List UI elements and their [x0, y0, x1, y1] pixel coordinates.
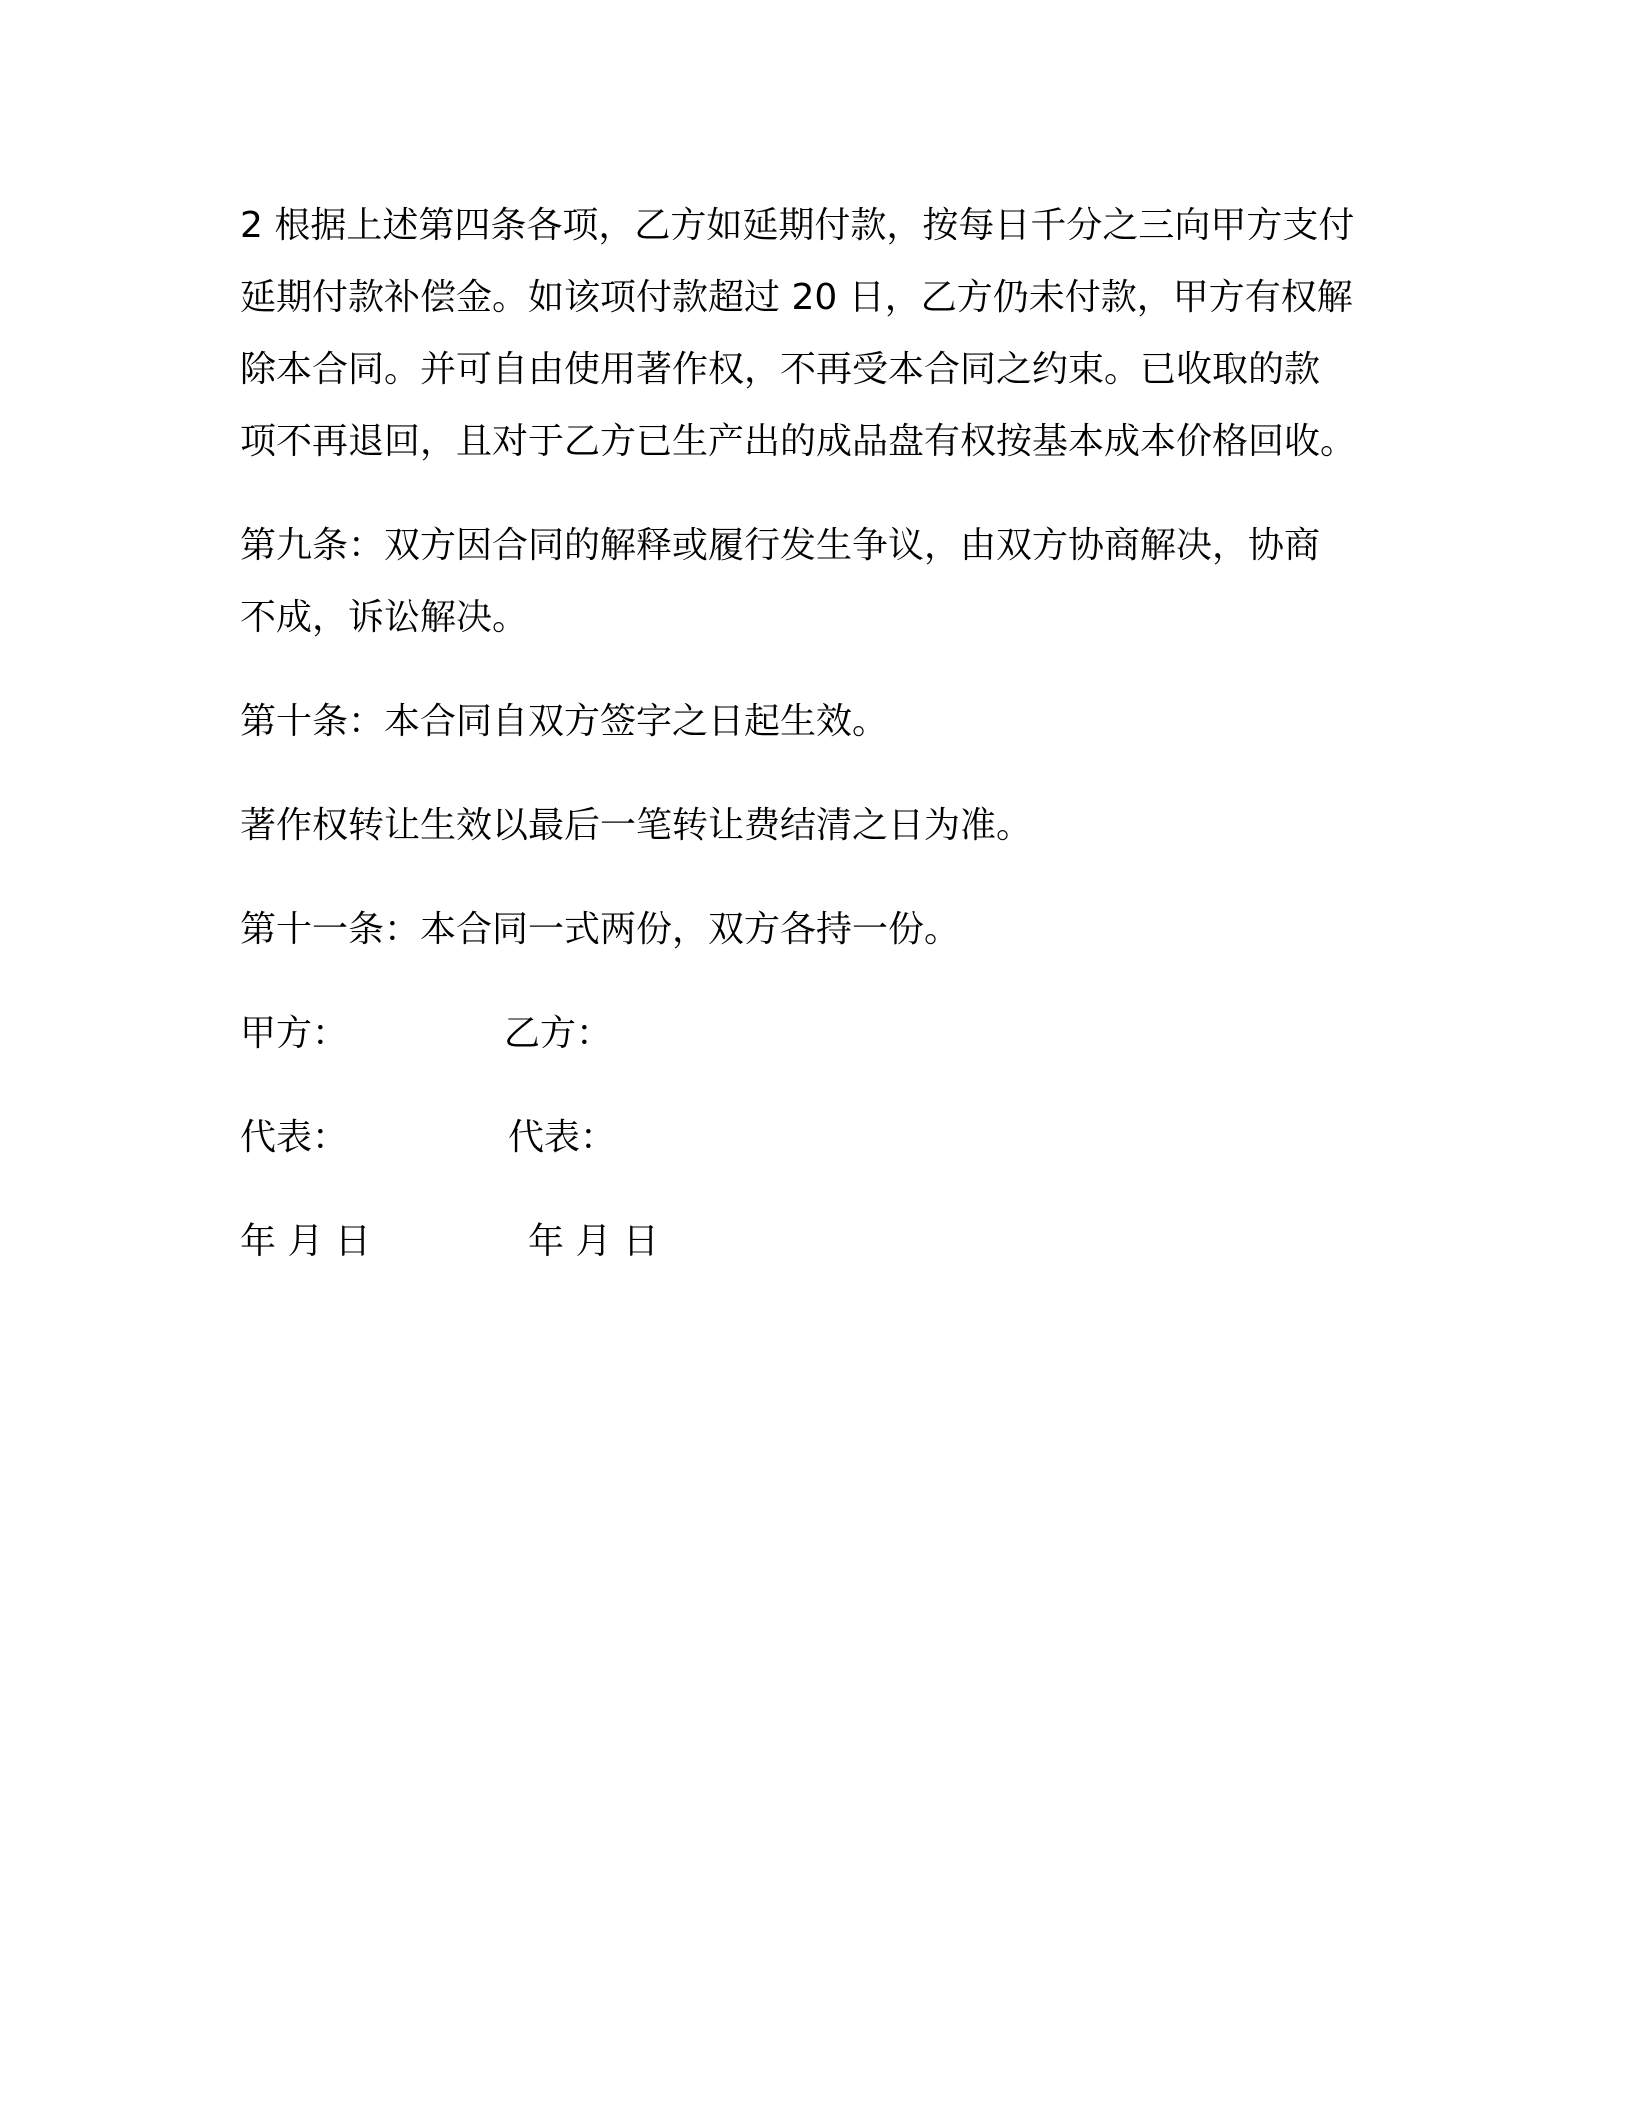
transfer-effective-clause [240, 790, 1400, 862]
signature-date-row [240, 1206, 1400, 1278]
paragraph-line: 除本合同。并可自由使用著作权，不再受本合同之约束。已收取的款 [240, 349, 1321, 390]
paragraph-late-payment [240, 190, 1400, 478]
paragraph-line: 2 根据上述第四条各项，乙方如延期付款，按每日千分之三向甲方支付 [240, 205, 1355, 246]
paragraph-line: 著作权转让生效以最后一笔转让费结清之日为准。 [240, 805, 1033, 846]
article-10 [240, 686, 1400, 758]
paragraph-line: 延期付款补偿金。如该项付款超过 20 日，乙方仍未付款，甲方有权解 [240, 277, 1353, 318]
paragraph-line: 第十一条：本合同一式两份，双方各持一份。 [240, 909, 961, 950]
date-a-label: 年 月 日 [240, 1221, 371, 1262]
article-9 [240, 510, 1400, 654]
signature-representative-row [240, 1102, 1400, 1174]
paragraph-line: 项不再退回，且对于乙方已生产出的成品盘有权按基本成本价格回收。 [240, 421, 1357, 462]
paragraph-line: 第九条：双方因合同的解释或履行发生争议，由双方协商解决，协商 [240, 525, 1321, 566]
party-b-label: 乙方： [504, 1013, 613, 1054]
representative-b-label: 代表： [508, 1117, 617, 1158]
paragraph-line: 第十条：本合同自双方签字之日起生效。 [240, 701, 889, 742]
article-11 [240, 894, 1400, 966]
date-b-label: 年 月 日 [528, 1221, 659, 1262]
representative-a-label: 代表： [240, 1117, 349, 1158]
party-a-label: 甲方： [240, 1013, 349, 1054]
signature-party-row [240, 998, 1400, 1070]
paragraph-line: 不成，诉讼解决。 [240, 597, 529, 638]
document-body [240, 190, 1400, 1310]
